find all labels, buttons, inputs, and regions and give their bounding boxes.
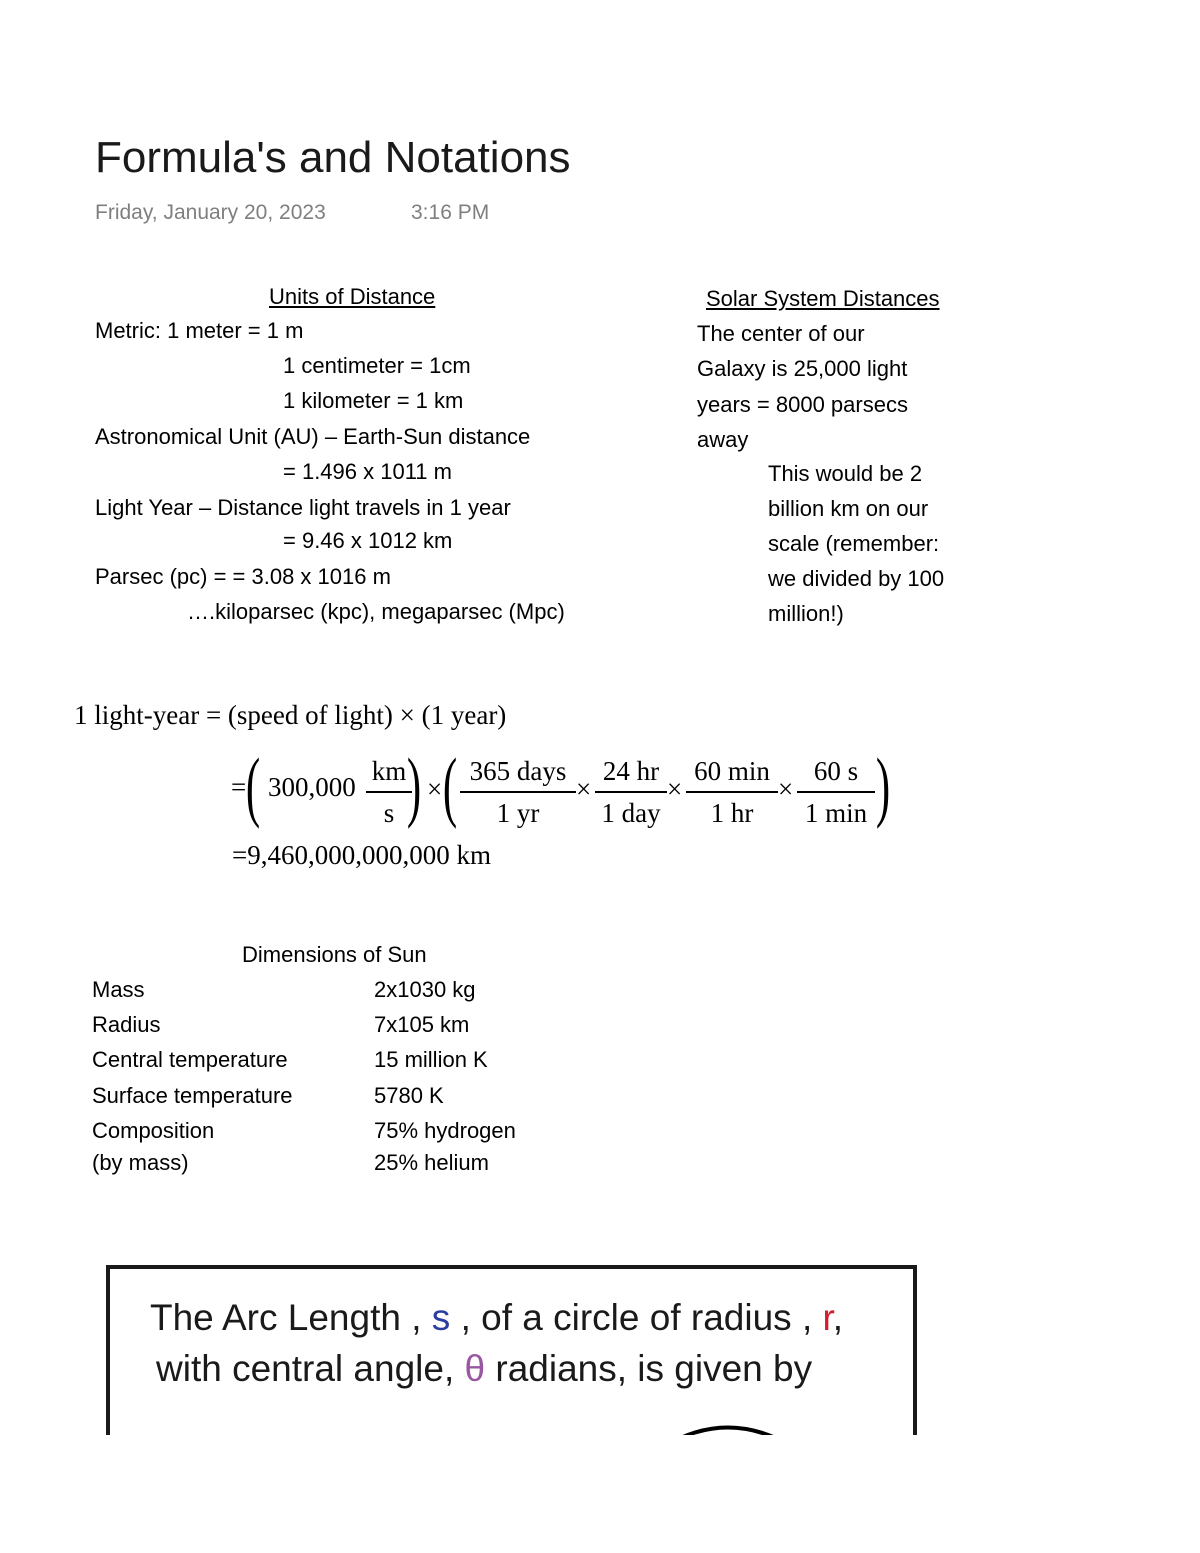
sun-row-label: Composition [92, 1118, 215, 1143]
units-line: = 1.496 x 1011 m [283, 459, 452, 484]
solar-line: This would be 2 [768, 461, 923, 486]
right-paren: ) [875, 742, 891, 829]
sun-row-label: Radius [92, 1012, 161, 1037]
page-bottom-blank [0, 1435, 1200, 1553]
sun-row-label: Mass [92, 977, 145, 1002]
units-heading: Units of Distance [269, 284, 436, 309]
speed-value: 300,000 [268, 772, 356, 802]
times-sign: × [667, 774, 683, 804]
fraction-denominator: 1 yr [496, 798, 540, 828]
sun-row-label: Surface temperature [92, 1083, 293, 1108]
left-paren: ( [245, 742, 261, 829]
times-sign: × [576, 774, 592, 804]
solar-line: billion km on our [768, 496, 929, 521]
sun-row-value: 15 million K [374, 1047, 488, 1072]
left-paren: ( [442, 742, 458, 829]
times-sign: × [427, 774, 443, 804]
page-date: Friday, January 20, 2023 [95, 201, 326, 224]
fraction-denominator: 1 hr [710, 798, 754, 828]
sun-row-value: 2x1030 kg [374, 977, 476, 1002]
units-line: Metric: 1 meter = 1 m [95, 318, 304, 343]
arc-symbol-s: s [431, 1297, 451, 1338]
fraction-numerator: km [366, 755, 412, 793]
units-line: = 9.46 x 1012 km [283, 528, 453, 553]
times-sign: × [778, 774, 794, 804]
sun-row-value: 25% helium [374, 1150, 489, 1175]
lightyear-result: =9,460,000,000,000 km [232, 840, 491, 870]
fraction-denominator: 1 min [804, 798, 868, 828]
fraction-denominator: 1 day [601, 798, 661, 828]
units-line: 1 kilometer = 1 km [283, 388, 464, 413]
fraction-numerator: 365 days [460, 755, 576, 793]
solar-line: Galaxy is 25,000 light [697, 356, 908, 381]
sun-row-value: 5780 K [374, 1083, 444, 1108]
speed-unit-fraction [366, 755, 412, 829]
conversion-fraction [797, 755, 875, 829]
solar-line: scale (remember: [768, 531, 940, 556]
sun-row-value: 7x105 km [374, 1012, 470, 1037]
fraction-numerator: 60 min [686, 755, 778, 793]
equals-sign: = [231, 772, 247, 802]
arc-text: with central angle, [156, 1348, 455, 1389]
page-time: 3:16 PM [411, 201, 490, 224]
solar-heading: Solar System Distances [706, 286, 940, 311]
solar-line: million!) [768, 601, 844, 626]
fraction-numerator: 24 hr [595, 755, 667, 793]
units-line: 1 centimeter = 1cm [283, 353, 471, 378]
sun-heading: Dimensions of Sun [242, 942, 427, 967]
arc-text: , of a circle of radius , [460, 1297, 813, 1338]
arc-text: The Arc Length , [150, 1297, 422, 1338]
arc-symbol-theta: θ [464, 1348, 486, 1389]
lightyear-definition: 1 light-year = (speed of light) × (1 year) [74, 700, 507, 730]
units-line: Light Year – Distance light travels in 1 year [95, 495, 511, 520]
arc-text-line-1 [150, 1297, 843, 1339]
units-line: ….kiloparsec (kpc), megaparsec (Mpc) [187, 599, 565, 624]
fraction-denominator: s [383, 798, 395, 828]
sun-row-value: 75% hydrogen [374, 1118, 516, 1143]
conversion-fraction [686, 755, 778, 829]
right-paren: ) [406, 742, 422, 829]
page-title: Formula's and Notations [95, 133, 571, 182]
arc-text: , [832, 1297, 844, 1338]
conversion-fraction [460, 755, 576, 829]
solar-line: years = 8000 parsecs [697, 392, 908, 417]
arc-text: radians, is given by [495, 1348, 813, 1389]
arc-symbol-r: r [822, 1297, 833, 1338]
solar-line: we divided by 100 [768, 566, 945, 591]
solar-line: away [697, 427, 749, 452]
sun-row-label: (by mass) [92, 1150, 189, 1175]
solar-line: The center of our [697, 321, 865, 346]
units-line: Parsec (pc) = = 3.08 x 1016 m [95, 564, 391, 589]
conversion-fraction [595, 755, 667, 829]
sun-row-label: Central temperature [92, 1047, 288, 1072]
units-line: Astronomical Unit (AU) – Earth-Sun distance [95, 424, 531, 449]
fraction-numerator: 60 s [797, 755, 875, 793]
arc-text-line-2 [156, 1348, 812, 1390]
